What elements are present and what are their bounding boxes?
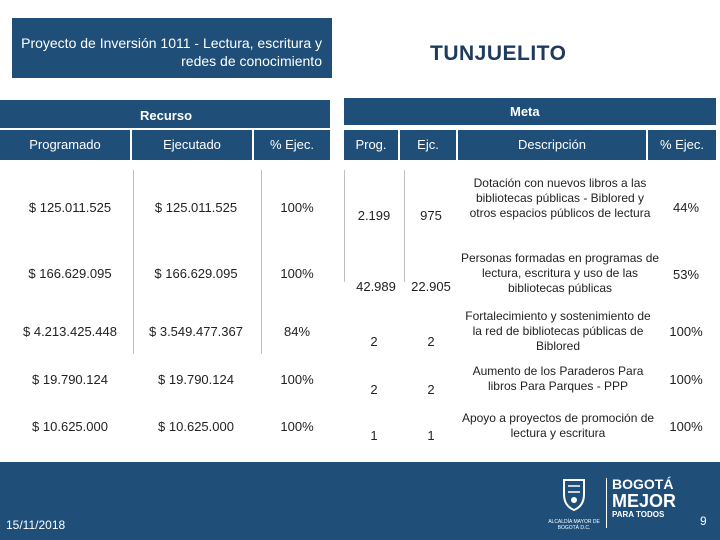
section-header-recurso xyxy=(0,100,330,128)
cell-programado: $ 166.629.095 xyxy=(28,265,112,281)
column-header-ejecutado: Ejecutado xyxy=(132,130,252,160)
logo-divider xyxy=(606,478,607,528)
cell-programado: $ 125.011.525 xyxy=(28,199,112,215)
column-header-pct-ejec-meta: % Ejec. xyxy=(648,130,716,160)
cell-descripcion: Personas formadas en programas de lectura, escritura y uso de las bibliotecas públicas xyxy=(460,251,660,295)
section-label-recurso: Recurso xyxy=(140,108,193,123)
cell-prog: 1 xyxy=(370,427,378,443)
column-header-pct-ejec-recurso: % Ejec. xyxy=(254,130,330,160)
cell-ejecutado: $ 10.625.000 xyxy=(158,418,234,434)
cell-ejecutado: $ 19.790.124 xyxy=(158,371,234,387)
cell-descripcion: Apoyo a proyectos de promoción de lectura y escritura xyxy=(461,411,655,440)
cell-ejc: 2 xyxy=(427,381,435,397)
cell-ejecutado: $ 125.011.525 xyxy=(154,199,238,215)
cell-prog: 2 xyxy=(370,381,378,397)
cell-ejc: 22.905 xyxy=(411,278,451,294)
cell-descripcion: Fortalecimiento y sostenimiento de la red de bibliotecas públicas de Biblored xyxy=(465,309,651,353)
section-header-meta xyxy=(344,98,716,125)
cell-pct-recurso: 84% xyxy=(283,323,311,339)
cell-ejecutado: $ 3.549.477.367 xyxy=(149,323,243,339)
column-header-descripcion: Descripción xyxy=(458,130,646,160)
cell-pct-meta: 44% xyxy=(672,199,700,215)
cell-pct-recurso: 100% xyxy=(280,371,314,387)
cell-pct-meta: 100% xyxy=(669,418,703,434)
column-header-programado: Programado xyxy=(0,130,130,160)
date-label: 15/11/2018 xyxy=(6,518,66,532)
cell-ejecutado: $ 166.629.095 xyxy=(154,265,238,281)
cell-descripcion: Dotación con nuevos libros a las bibliotecas públicas - Biblored y otros espacios públicos de lectura xyxy=(469,176,651,220)
cell-ejc: 2 xyxy=(427,333,435,349)
coat-of-arms-icon xyxy=(548,476,600,530)
coat-of-arms-graphic xyxy=(548,476,600,514)
cell-ejc: 1 xyxy=(427,427,435,443)
cell-prog: 2.199 xyxy=(357,207,391,223)
cell-ejc: 975 xyxy=(420,207,442,223)
bogota-logo-line2: MEJOR xyxy=(612,491,677,511)
cell-pct-recurso: 100% xyxy=(280,418,314,434)
bogota-logo-line3: PARA TODOS xyxy=(612,510,665,519)
cell-prog: 2 xyxy=(370,333,378,349)
alcaldia-logo-text: ALCALDÍA MAYOR DE BOGOTÁ D.C. xyxy=(548,519,600,531)
project-title: Proyecto de Inversión 1011 - Lectura, escritura y redes de conocimiento xyxy=(21,35,322,69)
cell-descripcion: Aumento de los Paraderos Para libros Para Parques - PPP xyxy=(472,364,644,393)
bogota-mejor-logo xyxy=(612,476,692,520)
cell-programado: $ 4.213.425.448 xyxy=(23,323,117,339)
bogota-logo-line1: BOGOTÁ xyxy=(612,476,674,492)
cell-prog: 42.989 xyxy=(356,278,396,294)
page-number: 9 xyxy=(700,514,707,528)
cell-programado: $ 10.625.000 xyxy=(32,418,108,434)
cell-programado: $ 19.790.124 xyxy=(32,371,108,387)
cell-pct-recurso: 100% xyxy=(280,199,314,215)
cell-pct-recurso: 100% xyxy=(280,265,314,281)
column-header-ejc: Ejc. xyxy=(400,130,456,160)
cell-pct-meta: 53% xyxy=(672,266,700,282)
cell-pct-meta: 100% xyxy=(669,323,703,339)
section-label-meta: Meta xyxy=(510,104,540,119)
municipality-title: TUNJUELITO xyxy=(430,42,567,65)
column-header-prog: Prog. xyxy=(344,130,398,160)
cell-pct-meta: 100% xyxy=(669,371,703,387)
